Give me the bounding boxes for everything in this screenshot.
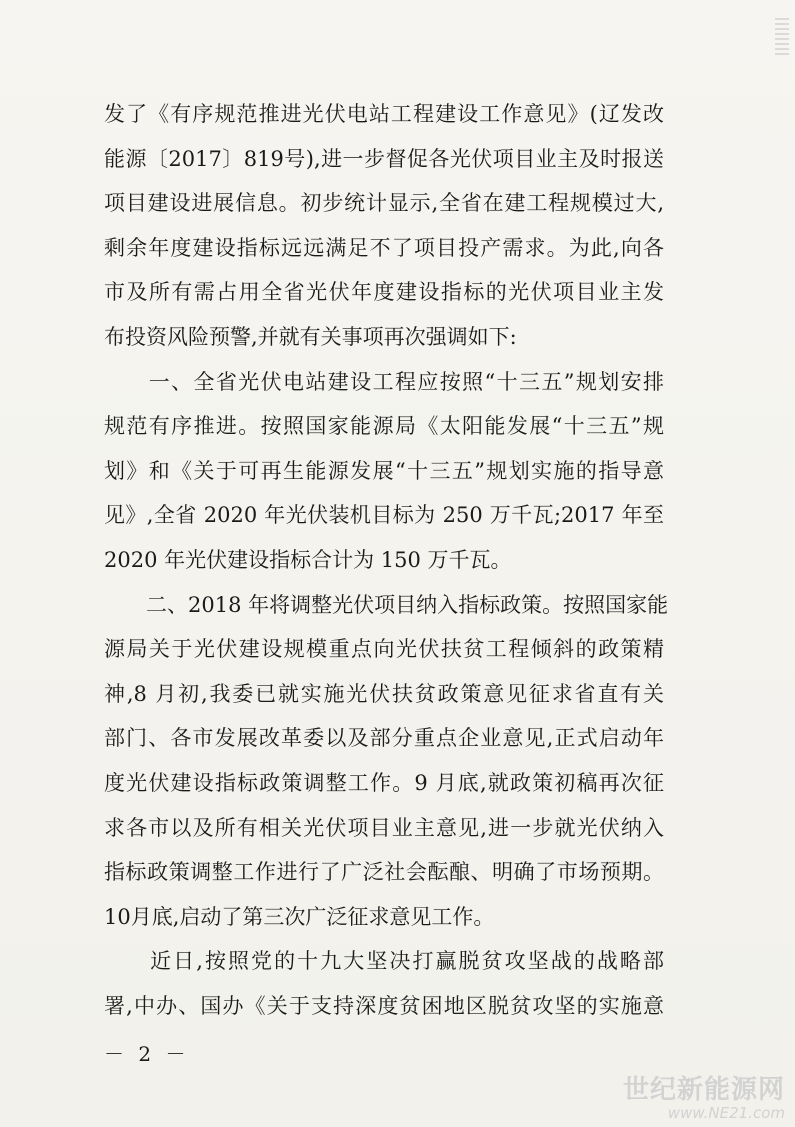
text-line: 二、2018 年将调整光伏项目纳入指标政策。按照国家能 [104,592,669,617]
text-line: 10月底,启动了第三次广泛征求意见工作。 [104,904,495,929]
text-line: 度光伏建设指标政策调整工作。9 月底,就政策初稿再次征 [104,770,664,795]
text-line: 项目建设进展信息。初步统计显示,全省在建工程规模过大, [104,191,664,216]
text-line: 发了《有序规范推进光伏电站工程建设工作意见》(辽发改 [104,102,664,126]
text-line: 署,中办、国办《关于支持深度贫困地区脱贫攻坚的实施意 [104,993,664,1018]
text-line: 求各市以及所有相关光伏项目业主意见,进一步就光伏纳入 [104,815,664,840]
text-line: 剩余年度建设指标远远满足不了项目投产需求。为此,向各 [104,235,664,260]
text-line: 划》和《关于可再生能源发展“十三五”规划实施的指导意 [104,458,664,483]
text-line: 能源〔2017〕819号),进一步督促各光伏项目业主及时报送 [104,146,664,171]
text-line: 近日,按照党的十九大坚决打赢脱贫攻坚战的战略部 [104,949,664,974]
text-line: 部门、各市发展改革委以及部分重点企业意见,正式启动年 [104,726,664,751]
text-line: 市及所有需占用全省光伏年度建设指标的光伏项目业主发 [104,280,664,305]
text-line: 布投资风险预警,并就有关事项再次强调如下: [104,324,517,349]
text-line: 规范有序推进。按照国家能源局《太阳能发展“十三五”规 [104,414,664,439]
text-line: 见》,全省 2020 年光伏装机目标为 250 万千瓦;2017 年至 [104,503,664,528]
text-line: 一、全省光伏电站建设工程应按照“十三五”规划安排 [104,369,664,394]
page-number: － 2 － [104,1042,190,1066]
watermark-text: 世纪新能源网 [622,1075,785,1105]
document-body [104,92,669,1028]
text-line: 2020 年光伏建设指标合计为 150 万千瓦。 [104,547,512,572]
watermark-url: www.NE21.com [667,1104,785,1122]
scan-edge-mark [775,18,789,58]
text-line: 神,8 月初,我委已就实施光伏扶贫政策意见征求省直有关 [104,681,664,706]
text-line: 指标政策调整工作进行了广泛社会酝酿、明确了市场预期。 [104,860,664,885]
watermark [623,1075,785,1121]
text-line: 源局关于光伏建设规模重点向光伏扶贫工程倾斜的政策精 [104,637,664,662]
